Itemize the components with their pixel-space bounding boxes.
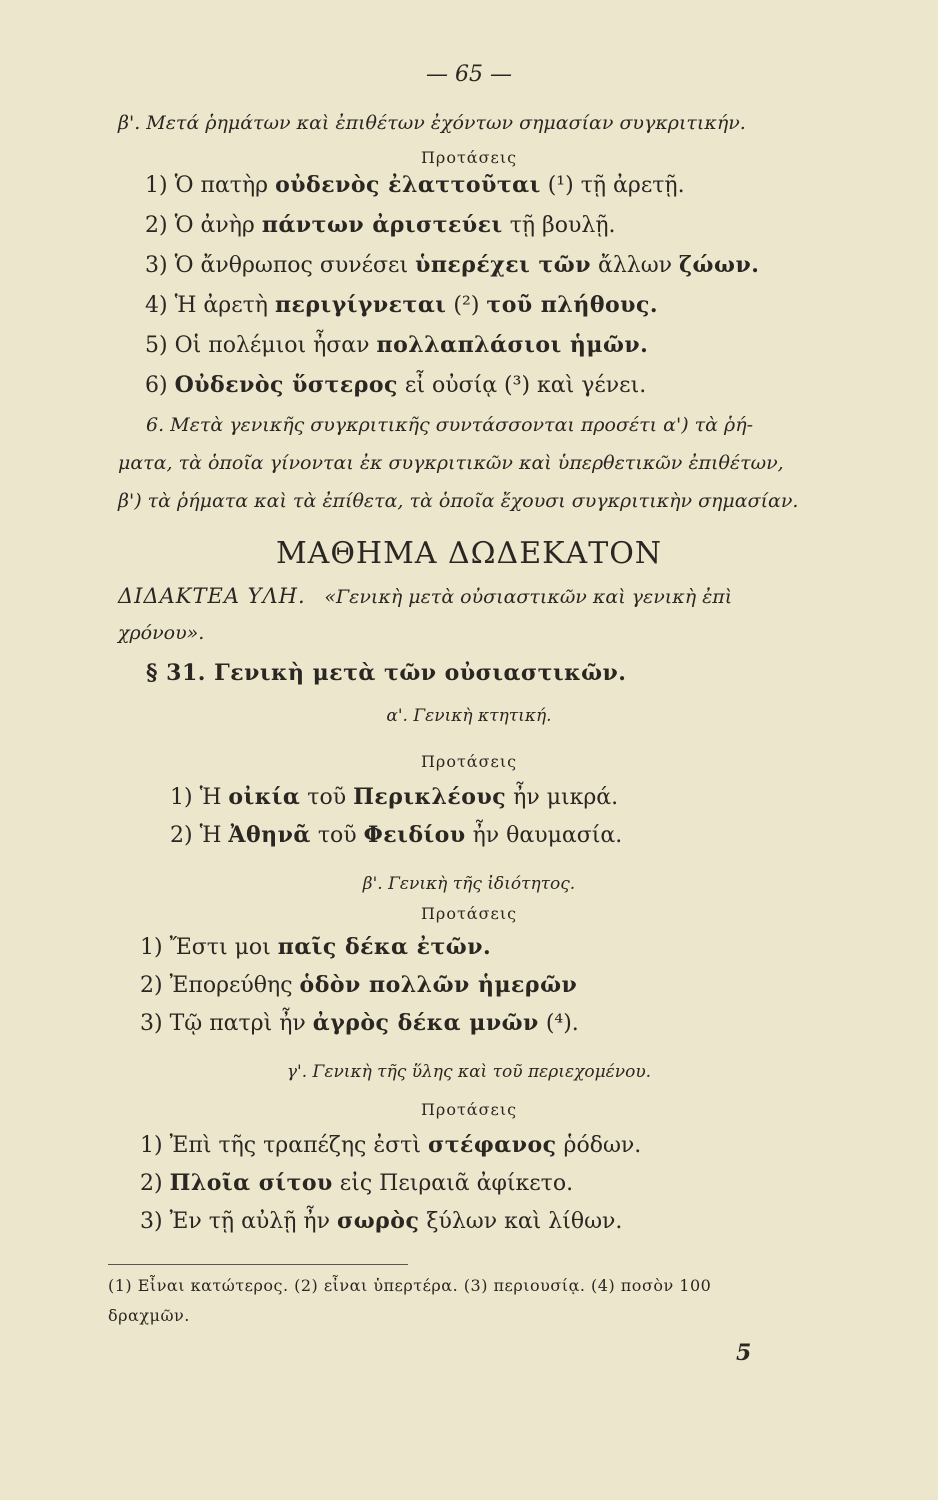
sub-heading-a: α'. Γενικὴ κτητική. [386,706,552,726]
didaktea-line [118,584,732,608]
footnote-line-1: (1) Εἶναι κατώτερος. (2) εἶναι ὑπερτέρα. (3) περιουσίᾳ. (4) ποσὸν 100 [108,1276,712,1295]
sentence-1-4: 4) Ἡ ἀρετὴ περιγίγνεται (²) τοῦ πλήθους. [145,292,658,318]
page-number: — 65 — [426,62,512,87]
section-b-intro: β'. Μετά ῥημάτων καὶ ἐπιθέτων ἐχόντων σημασίαν συγκριτικήν. [118,112,746,134]
sentence-1-3: 3) Ὁ ἄνθρωπος συνέσει ὑπερέχει τῶν ἄλλων ζώων. [145,252,760,278]
sentence-1-1: 1) Ὁ πατὴρ οὐδενὸς ἐλαττοῦται (¹) τῇ ἀρετῇ. [145,172,685,198]
sub-heading-c: γ'. Γενικὴ τῆς ὕλης καὶ τοῦ περιεχομένου. [286,1062,652,1082]
didaktea-label: ΔΙΔΑΚΤΕΑ ΥΛΗ. [118,584,306,608]
lesson-title: ΜΑΘΗΜΑ ΔΩΔΕΚΑΤΟΝ [275,536,663,571]
didaktea-text-2: χρόνου». [118,622,205,644]
note-6-line-3: β') τὰ ῥήματα καὶ τὰ ἐπίθετα, τὰ ὁποῖα ἔχουσι συγκριτικὴν σημασίαν. [118,490,799,512]
footnote-line-2: δραχμῶν. [108,1306,190,1325]
sentence-2-1: 1) Ἡ οἰκία τοῦ Περικλέους ἦν μικρά. [170,784,619,810]
note-6-line-1: 6. Μετὰ γενικῆς συγκριτικῆς συντάσσονται προσέτι α') τὰ ῥή- [146,414,754,436]
heading-protaseis-3: Προτάσεις [420,904,518,923]
note-6-line-2: ματα, τὰ ὁποῖα γίνονται ἐκ συγκριτικῶν καὶ ὑπερθετικῶν ἐπιθέτων, [118,452,784,474]
footnote-divider [108,1264,408,1265]
heading-protaseis-2: Προτάσεις [420,752,518,771]
didaktea-text: «Γενικὴ μετὰ οὐσιαστικῶν καὶ γενικὴ ἐπὶ [324,586,733,608]
sentence-1-5: 5) Οἱ πολέμιοι ἦσαν πολλαπλάσιοι ἡμῶν. [145,332,649,358]
paragraph-31-heading: § 31. Γενικὴ μετὰ τῶν οὐσιαστικῶν. [146,660,627,686]
sentence-1-2: 2) Ὁ ἀνὴρ πάντων ἀριστεύει τῇ βουλῇ. [145,212,616,238]
sentence-3-3: 3) Τῷ πατρὶ ἦν ἀγρὸς δέκα μνῶν (⁴). [140,1010,579,1036]
sentence-4-3: 3) Ἐν τῇ αὐλῇ ἦν σωρὸς ξύλων καὶ λίθων. [140,1208,623,1234]
sentence-3-2: 2) Ἐπορεύθης ὁδὸν πολλῶν ἡμερῶν [140,972,578,998]
sentence-4-1: 1) Ἐπὶ τῆς τραπέζης ἐστὶ στέφανος ῥόδων. [140,1132,642,1158]
heading-protaseis-1: Προτάσεις [420,148,518,167]
sentence-1-6: 6) Οὐδενὸς ὕστερος εἶ οὐσίᾳ (³) καὶ γένει. [145,372,647,398]
sub-heading-b: β'. Γενικὴ τῆς ἰδιότητος. [362,874,576,894]
sentence-3-1: 1) Ἔστι μοι παῖς δέκα ἐτῶν. [140,934,492,960]
sentence-4-2: 2) Πλοῖα σίτου εἰς Πειραιᾶ ἀφίκετο. [140,1170,574,1196]
heading-protaseis-4: Προτάσεις [420,1100,518,1119]
sentence-2-2: 2) Ἡ Ἀθηνᾶ τοῦ Φειδίου ἦν θαυμασία. [170,822,623,848]
sheet-signature-mark: 5 [736,1340,752,1366]
